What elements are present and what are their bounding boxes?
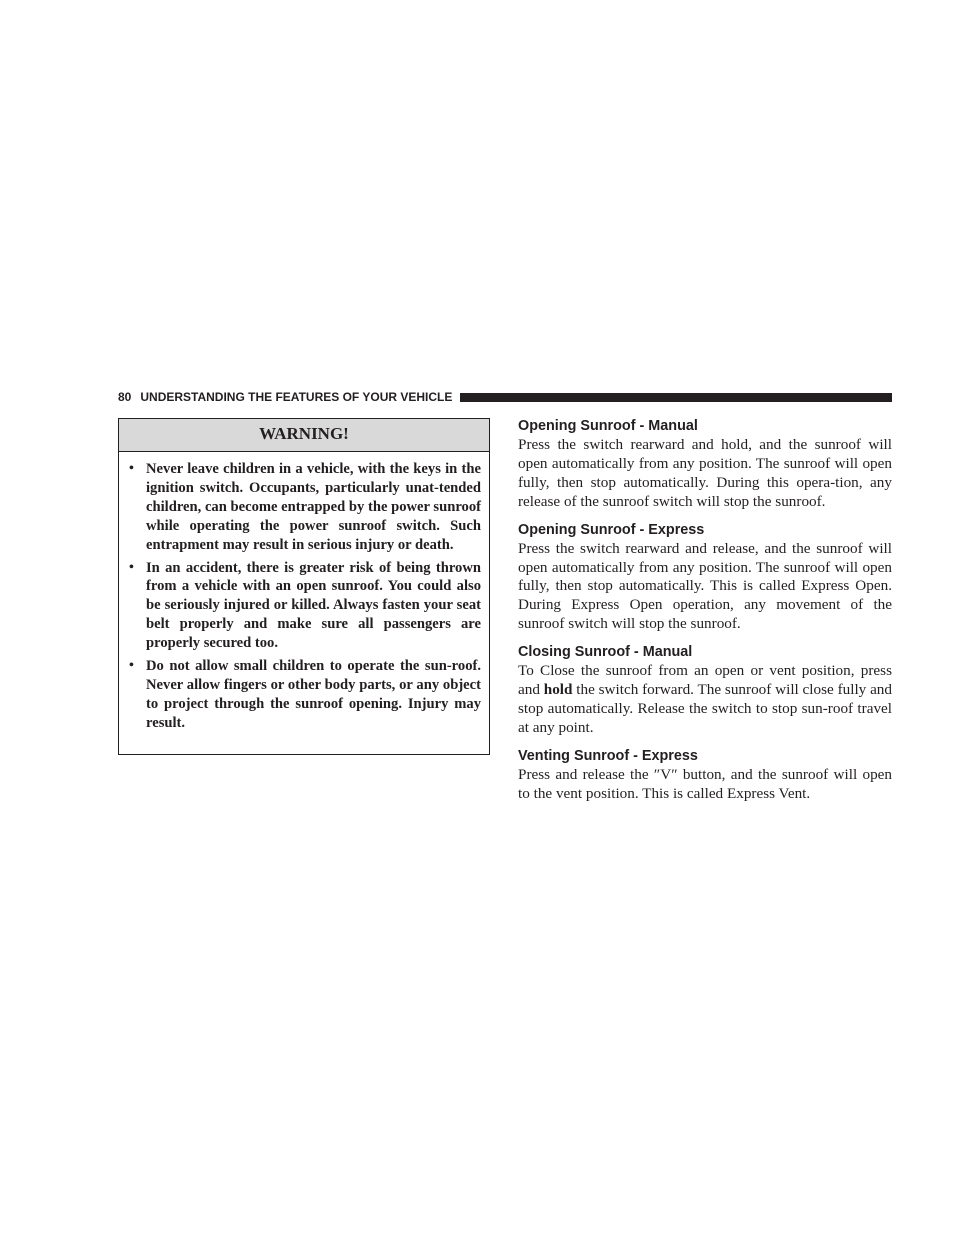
page-number: 80	[118, 390, 132, 404]
section-body: Press and release the ″V″ button, and the sunroof will open to the vent position. This is called Express Vent.	[518, 765, 892, 802]
bullet-icon: •	[129, 559, 134, 575]
section-heading: Opening Sunroof - Express	[518, 521, 705, 538]
section-opening-manual	[518, 418, 892, 512]
page-header	[118, 389, 892, 405]
section-closing-manual	[518, 644, 892, 738]
body-text: the switch forward. The sunroof will close fully and stop automatically. Release the switch to stop sun-roof travel at any point.	[518, 681, 892, 736]
warning-item-text: In an accident, there is greater risk of being thrown from a vehicle with an open sunroof. You could also be seriously injured or killed. Always fasten your seat belt properly and make sure all passengers are properly secured too.	[146, 559, 481, 652]
body-text: To Close the sunroof from an open or vent position, press and	[518, 662, 892, 699]
body-emphasis: hold	[543, 681, 573, 699]
warning-item-text: Do not allow small children to operate the sun-roof. Never allow fingers or other body parts, or any object to project through the sunroof opening. Injury may result.	[146, 658, 481, 731]
warning-box	[118, 418, 490, 755]
warning-item-text: Never leave children in a vehicle, with the keys in the ignition switch. Occupants, particularly unat-tended children, can become entrapped by the power sunroof while operating the power sunroof switch. Such entrapment may result in serious injury or death.	[146, 461, 481, 553]
section-title: UNDERSTANDING THE FEATURES OF YOUR VEHICLE	[140, 390, 453, 404]
warning-title: WARNING!	[119, 419, 489, 452]
instructions-column	[518, 418, 892, 814]
section-body: Press the switch rearward and release, and the sunroof will open automatically from any position. The sunroof will open fully, then stop automatically. This is called Express Open. During Express Open operation, any movement of the sunroof switch will stop the sunroof.	[518, 539, 892, 633]
warning-item	[129, 559, 481, 654]
section-heading: Venting Sunroof - Express	[518, 747, 698, 764]
section-heading: Opening Sunroof - Manual	[518, 418, 698, 434]
warning-item	[129, 460, 481, 555]
section-body: Press the switch rearward and hold, and the sunroof will open automatically from any position. The sunroof will open fully, then stop automatically. During this opera-tion, any release of the sunroof switch will stop the sunroof.	[518, 436, 892, 510]
header-rule	[460, 393, 892, 402]
section-venting-express	[518, 748, 892, 804]
warning-item	[129, 657, 481, 733]
section-opening-express	[518, 522, 892, 635]
bullet-icon: •	[129, 461, 134, 476]
section-body	[518, 662, 892, 738]
bullet-icon: •	[129, 658, 134, 674]
warning-list	[119, 452, 489, 733]
section-heading: Closing Sunroof - Manual	[518, 644, 693, 661]
